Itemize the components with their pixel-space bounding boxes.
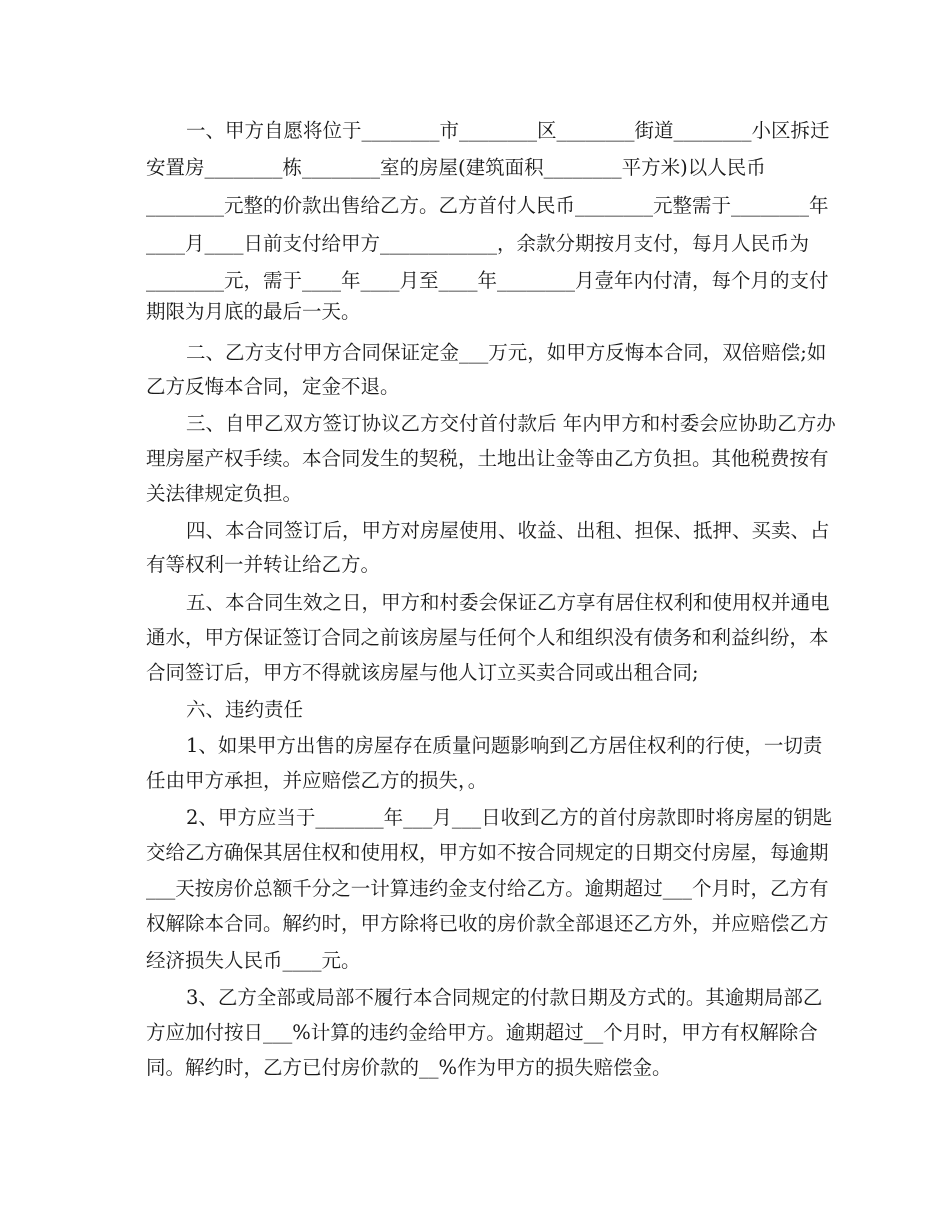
clause-6-1-line-1: 1、如果甲方出售的房屋存在质量问题影响到乙方居住权利的行使，一切责 (186, 734, 823, 757)
clause-1-line-3: ________元整的价款出售给乙方。乙方首付人民币________元整需于________年 (146, 194, 829, 217)
clause-1-line-2: 安置房________栋________室的房屋(建筑面积________平方米)以人民币 (146, 156, 766, 179)
clause-5-line-3: 合同签订后，甲方不得就该房屋与他人订立买卖合同或出租合同; (146, 661, 699, 684)
clause-2-line-1: 二、乙方支付甲方合同保证定金___万元，如甲方反悔本合同，双倍赔偿;如 (186, 341, 827, 364)
clause-4-line-1: 四、本合同签订后，甲方对房屋使用、收益、出租、担保、抵押、买卖、占 (186, 519, 830, 542)
clause-6-2-line-2: 交给乙方确保其居住权和使用权，甲方如不按合同规定的日期交付房屋，每逾期 (146, 841, 829, 864)
clause-3-line-3: 关法律规定负担。 (146, 482, 303, 505)
clause-6-3-line-3: 同。解约时，乙方已付房价款的__%作为甲方的损失赔偿金。 (146, 1056, 672, 1079)
clause-6-heading: 六、违约责任 (186, 698, 304, 721)
clause-1-line-5: ________元，需于____年____月至____年________月壹年内付清，每个月的支付 (146, 269, 829, 292)
clause-5-line-2: 通水，甲方保证签订合同之前该房屋与任何个人和组织没有债务和利益纠纷，本 (146, 626, 829, 649)
clause-5-line-1: 五、本合同生效之日，甲方和村委会保证乙方享有居住权利和使用权并通电 (186, 591, 830, 614)
clause-1-line-1: 一、甲方自愿将位于________市________区________街道________小区拆迁 (186, 119, 830, 142)
clause-3-line-1: 三、自甲乙双方签订协议乙方交付首付款后 年内甲方和村委会应协助乙方办 (186, 412, 836, 435)
clause-6-2-line-3: ___天按房价总额千分之一计算违约金支付给乙方。逾期超过___个月时，乙方有 (146, 877, 829, 900)
clause-6-1-line-2: 任由甲方承担，并应赔偿乙方的损失，。 (146, 769, 488, 792)
clause-6-2-line-4: 权解除本合同。解约时，甲方除将已收的房价款全部退还乙方外，并应赔偿乙方 (146, 912, 829, 935)
clause-6-2-line-1: 2、甲方应当于_______年___月___日收到乙方的首付房款即时将房屋的钥匙 (186, 806, 833, 829)
clause-2-line-2: 乙方反悔本合同，定金不退。 (146, 375, 400, 398)
clause-6-2-line-5: 经济损失人民币____元。 (146, 949, 361, 972)
clause-4-line-2: 有等权利一并转让给乙方。 (146, 553, 381, 576)
clause-1-line-6: 期限为月底的最后一天。 (146, 300, 361, 323)
clause-3-line-2: 理房屋产权手续。本合同发生的契税，土地出让金等由乙方负担。其他税费按有 (146, 447, 829, 470)
clause-1-line-4: ____月____日前支付给甲方____________，余款分期按月支付，每月人民币为 (146, 232, 810, 255)
clause-6-3-line-1: 3、乙方全部或局部不履行本合同规定的付款日期及方式的。其逾期局部乙 (186, 986, 823, 1009)
clause-6-3-line-2: 方应加付按日___%计算的违约金给甲方。逾期超过__个月时，甲方有权解除合 (146, 1021, 818, 1044)
